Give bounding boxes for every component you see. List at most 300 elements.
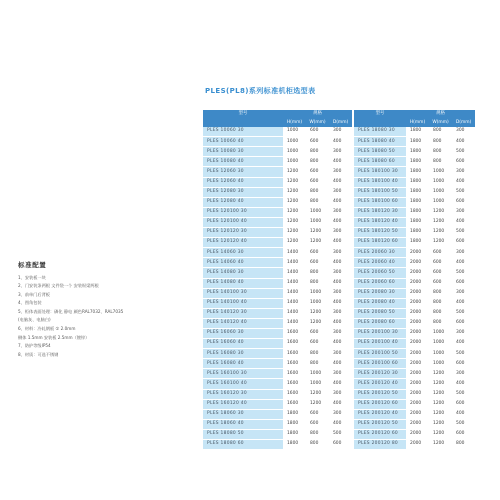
height-cell: 1800 xyxy=(283,440,306,450)
header-model: 型号 xyxy=(203,110,283,119)
model-cell: PLES 180100 50 xyxy=(354,187,406,197)
height-cell: 1400 xyxy=(283,308,306,318)
height-cell: 1000 xyxy=(283,127,306,137)
width-cell: 1200 xyxy=(306,389,329,399)
model-cell: PLES 18080 50 xyxy=(354,147,406,157)
note-item: 3、前单门后背板 xyxy=(18,291,50,297)
table-row xyxy=(203,268,475,278)
model-cell: PLES 16080 30 xyxy=(203,349,283,359)
height-cell: 1600 xyxy=(283,379,306,389)
height-cell: 1200 xyxy=(283,228,306,238)
depth-cell: 300 xyxy=(452,328,475,338)
model-cell: PLES 10080 40 xyxy=(203,157,283,167)
height-cell: 1800 xyxy=(406,217,429,227)
depth-cell: 400 xyxy=(329,197,352,207)
note-item: 8、材质：可选不锈钢 xyxy=(18,351,59,357)
note-item: 侧体 1.5mm 安装板 2.5mm（镀锌） xyxy=(18,334,90,340)
height-cell: 1400 xyxy=(283,258,306,268)
model-cell: PLES 18080 40 xyxy=(354,137,406,147)
model-cell: PLES 14080 40 xyxy=(203,278,283,288)
header-size: 规格 xyxy=(406,110,475,119)
width-cell: 600 xyxy=(306,137,329,147)
width-cell: 1200 xyxy=(306,399,329,409)
table-row xyxy=(203,389,475,399)
width-cell: 1000 xyxy=(429,328,452,338)
model-cell: PLES 14080 30 xyxy=(203,268,283,278)
height-cell: 1800 xyxy=(406,177,429,187)
height-cell: 1800 xyxy=(283,419,306,429)
height-cell: 2000 xyxy=(406,379,429,389)
model-cell: PLES 16060 30 xyxy=(203,328,283,338)
width-cell: 1000 xyxy=(306,369,329,379)
depth-cell: 400 xyxy=(329,258,352,268)
model-cell: PLES 16060 40 xyxy=(203,339,283,349)
height-cell: 2000 xyxy=(406,318,429,328)
model-cell: PLES 200120 40 xyxy=(354,379,406,389)
model-cell: PLES 200100 30 xyxy=(354,328,406,338)
width-cell: 800 xyxy=(429,298,452,308)
height-cell: 2000 xyxy=(406,328,429,338)
height-cell: 1400 xyxy=(283,288,306,298)
width-cell: 800 xyxy=(306,187,329,197)
width-cell: 1000 xyxy=(429,197,452,207)
height-cell: 1600 xyxy=(283,349,306,359)
depth-cell: 300 xyxy=(329,147,352,157)
height-cell: 1200 xyxy=(283,187,306,197)
model-cell: PLES 20060 50 xyxy=(354,268,406,278)
width-cell: 800 xyxy=(429,318,452,328)
model-cell: PLES 120100 40 xyxy=(203,217,283,227)
height-cell: 1800 xyxy=(406,157,429,167)
model-cell: PLES 18080 50 xyxy=(203,429,283,439)
width-cell: 600 xyxy=(306,258,329,268)
model-cell: PLES 120120 30 xyxy=(203,228,283,238)
depth-cell: 500 xyxy=(452,349,475,359)
width-cell: 1000 xyxy=(429,187,452,197)
model-cell: PLES 12060 30 xyxy=(203,167,283,177)
depth-cell: 400 xyxy=(329,318,352,328)
model-cell: PLES 180100 60 xyxy=(354,197,406,207)
depth-cell: 300 xyxy=(329,328,352,338)
height-cell: 1800 xyxy=(406,228,429,238)
model-cell: PLES 160120 30 xyxy=(203,389,283,399)
model-cell: PLES 18060 40 xyxy=(203,419,283,429)
width-cell: 1200 xyxy=(306,318,329,328)
depth-cell: 300 xyxy=(329,268,352,278)
height-cell: 1200 xyxy=(283,197,306,207)
width-cell: 600 xyxy=(429,278,452,288)
table-row xyxy=(203,228,475,238)
table-row xyxy=(203,167,475,177)
model-cell: PLES 18080 60 xyxy=(203,440,283,450)
width-cell: 600 xyxy=(306,339,329,349)
table-row xyxy=(203,409,475,419)
depth-cell: 300 xyxy=(329,167,352,177)
height-cell: 2000 xyxy=(406,268,429,278)
width-cell: 1200 xyxy=(429,238,452,248)
model-cell: PLES 120100 30 xyxy=(203,207,283,217)
note-item: 5、柜体表面处理：磷化 静电 颜色RAL7032、RAL7035 xyxy=(18,308,124,314)
width-cell: 1200 xyxy=(429,389,452,399)
table-row xyxy=(203,137,475,147)
table-row xyxy=(203,318,475,328)
depth-cell: 400 xyxy=(329,339,352,349)
standard-config-notes xyxy=(18,262,198,361)
model-cell: PLES 18060 30 xyxy=(203,409,283,419)
note-item: (电脑灰、电脑白) xyxy=(18,317,51,323)
height-cell: 1800 xyxy=(406,137,429,147)
table-row xyxy=(203,429,475,439)
depth-cell: 400 xyxy=(452,409,475,419)
model-cell: PLES 140120 40 xyxy=(203,318,283,328)
table-row xyxy=(203,288,475,298)
width-cell: 1000 xyxy=(429,339,452,349)
model-cell: PLES 180100 40 xyxy=(354,177,406,187)
width-cell: 800 xyxy=(429,147,452,157)
width-cell: 800 xyxy=(306,147,329,157)
depth-cell: 300 xyxy=(452,248,475,258)
model-cell: PLES 20080 30 xyxy=(354,288,406,298)
depth-cell: 400 xyxy=(452,217,475,227)
model-cell: PLES 12080 30 xyxy=(203,187,283,197)
model-cell: PLES 180120 30 xyxy=(354,207,406,217)
width-cell: 600 xyxy=(306,419,329,429)
depth-cell: 300 xyxy=(452,369,475,379)
depth-cell: 300 xyxy=(329,349,352,359)
header-size: 规格 xyxy=(283,110,352,119)
model-cell: PLES 20080 50 xyxy=(354,308,406,318)
model-cell: PLES 12060 40 xyxy=(203,177,283,187)
table-row xyxy=(203,197,475,207)
depth-cell: 400 xyxy=(452,177,475,187)
width-cell: 1000 xyxy=(429,167,452,177)
page-title: PLES(PL8)系列标准机柜选型表 xyxy=(205,87,316,95)
width-cell: 800 xyxy=(306,197,329,207)
width-cell: 600 xyxy=(429,268,452,278)
height-cell: 1800 xyxy=(406,197,429,207)
depth-cell: 500 xyxy=(452,147,475,157)
table-row xyxy=(203,440,475,450)
width-cell: 800 xyxy=(429,157,452,167)
depth-cell: 600 xyxy=(452,318,475,328)
depth-cell: 500 xyxy=(452,308,475,318)
header-d: D(mm) xyxy=(452,119,475,127)
table-header-row xyxy=(203,110,475,119)
depth-cell: 500 xyxy=(452,419,475,429)
depth-cell: 500 xyxy=(452,187,475,197)
height-cell: 1600 xyxy=(283,399,306,409)
table-row xyxy=(203,258,475,268)
model-cell: PLES 180120 50 xyxy=(354,228,406,238)
table-row xyxy=(203,379,475,389)
model-cell: PLES 140100 40 xyxy=(203,298,283,308)
header-h: H(mm) xyxy=(283,119,306,127)
height-cell: 1600 xyxy=(283,328,306,338)
height-cell: 2000 xyxy=(406,429,429,439)
model-cell: PLES 16080 40 xyxy=(203,359,283,369)
table-row xyxy=(203,177,475,187)
model-cell: PLES 200100 60 xyxy=(354,359,406,369)
height-cell: 1800 xyxy=(406,167,429,177)
height-cell: 1800 xyxy=(406,207,429,217)
height-cell: 2000 xyxy=(406,288,429,298)
height-cell: 2000 xyxy=(406,409,429,419)
depth-cell: 300 xyxy=(329,369,352,379)
width-cell: 800 xyxy=(306,429,329,439)
width-cell: 1200 xyxy=(429,440,452,450)
width-cell: 800 xyxy=(306,359,329,369)
depth-cell: 400 xyxy=(329,419,352,429)
model-cell: PLES 200120 50 xyxy=(354,419,406,429)
height-cell: 2000 xyxy=(406,419,429,429)
model-cell: PLES 160100 30 xyxy=(203,369,283,379)
depth-cell: 600 xyxy=(452,238,475,248)
width-cell: 1000 xyxy=(306,217,329,227)
height-cell: 1600 xyxy=(283,359,306,369)
width-cell: 1000 xyxy=(306,288,329,298)
depth-cell: 400 xyxy=(329,238,352,248)
width-cell: 1000 xyxy=(306,298,329,308)
model-cell: PLES 200120 60 xyxy=(354,399,406,409)
depth-cell: 400 xyxy=(329,157,352,167)
model-cell: PLES 200100 50 xyxy=(354,349,406,359)
table-row xyxy=(203,369,475,379)
depth-cell: 300 xyxy=(329,228,352,238)
width-cell: 600 xyxy=(429,258,452,268)
width-cell: 1200 xyxy=(429,217,452,227)
width-cell: 600 xyxy=(306,328,329,338)
model-cell: PLES 18080 30 xyxy=(354,127,406,137)
height-cell: 1800 xyxy=(406,187,429,197)
table-row xyxy=(203,187,475,197)
header-d: D(mm) xyxy=(329,119,352,127)
width-cell: 1000 xyxy=(306,379,329,389)
table-row xyxy=(203,349,475,359)
width-cell: 800 xyxy=(429,308,452,318)
depth-cell: 400 xyxy=(329,298,352,308)
depth-cell: 300 xyxy=(329,207,352,217)
depth-cell: 400 xyxy=(452,137,475,147)
width-cell: 1000 xyxy=(429,359,452,369)
width-cell: 800 xyxy=(429,137,452,147)
width-cell: 1200 xyxy=(429,369,452,379)
model-cell: PLES 140120 30 xyxy=(203,308,283,318)
width-cell: 800 xyxy=(306,157,329,167)
header-model: 型号 xyxy=(354,110,406,119)
table-row xyxy=(203,278,475,288)
height-cell: 1800 xyxy=(406,238,429,248)
model-cell: PLES 200120 40 xyxy=(354,409,406,419)
model-cell: PLES 20060 60 xyxy=(354,278,406,288)
depth-cell: 300 xyxy=(329,308,352,318)
depth-cell: 400 xyxy=(329,177,352,187)
depth-cell: 300 xyxy=(329,127,352,137)
depth-cell: 300 xyxy=(329,389,352,399)
table-body xyxy=(203,127,475,450)
cabinet-spec-table xyxy=(203,110,475,450)
height-cell: 1000 xyxy=(283,137,306,147)
depth-cell: 400 xyxy=(329,399,352,409)
table-row xyxy=(203,328,475,338)
height-cell: 2000 xyxy=(406,298,429,308)
table-row xyxy=(203,419,475,429)
header-w: W(mm) xyxy=(429,119,452,127)
width-cell: 1000 xyxy=(429,177,452,187)
height-cell: 2000 xyxy=(406,248,429,258)
depth-cell: 400 xyxy=(452,339,475,349)
model-cell: PLES 20080 40 xyxy=(354,298,406,308)
depth-cell: 600 xyxy=(452,359,475,369)
height-cell: 2000 xyxy=(406,359,429,369)
width-cell: 1200 xyxy=(429,207,452,217)
model-cell: PLES 14060 30 xyxy=(203,248,283,258)
height-cell: 1400 xyxy=(283,298,306,308)
width-cell: 1200 xyxy=(429,228,452,238)
height-cell: 1400 xyxy=(283,318,306,328)
note-item: 1、安装板一块 xyxy=(18,274,46,280)
model-cell: PLES 120120 40 xyxy=(203,238,283,248)
height-cell: 2000 xyxy=(406,308,429,318)
width-cell: 1200 xyxy=(429,379,452,389)
width-cell: 800 xyxy=(306,278,329,288)
notes-heading: 标准配置 xyxy=(18,261,47,269)
table-row xyxy=(203,308,475,318)
height-cell: 1800 xyxy=(283,409,306,419)
height-cell: 2000 xyxy=(406,349,429,359)
note-item: 2、门安装条两根 文件袋一个 安装纵梁两根 xyxy=(18,283,99,289)
table-row xyxy=(203,339,475,349)
height-cell: 2000 xyxy=(406,369,429,379)
model-cell: PLES 140100 30 xyxy=(203,288,283,298)
table-row xyxy=(203,359,475,369)
width-cell: 1200 xyxy=(306,228,329,238)
note-item: 6、材料：冷轧钢板 ① 2.0mm xyxy=(18,326,76,332)
model-cell: PLES 14060 40 xyxy=(203,258,283,268)
model-cell: PLES 18080 60 xyxy=(354,157,406,167)
height-cell: 2000 xyxy=(406,278,429,288)
table-row xyxy=(203,217,475,227)
depth-cell: 300 xyxy=(452,207,475,217)
depth-cell: 600 xyxy=(452,429,475,439)
depth-cell: 300 xyxy=(452,167,475,177)
width-cell: 600 xyxy=(306,167,329,177)
height-cell: 2000 xyxy=(406,399,429,409)
depth-cell: 400 xyxy=(329,359,352,369)
width-cell: 800 xyxy=(429,127,452,137)
model-cell: PLES 10060 40 xyxy=(203,137,283,147)
depth-cell: 600 xyxy=(452,197,475,207)
depth-cell: 600 xyxy=(452,278,475,288)
depth-cell: 600 xyxy=(329,440,352,450)
width-cell: 1200 xyxy=(429,399,452,409)
height-cell: 1200 xyxy=(283,217,306,227)
model-cell: PLES 160100 40 xyxy=(203,379,283,389)
depth-cell: 300 xyxy=(329,248,352,258)
depth-cell: 500 xyxy=(329,429,352,439)
height-cell: 1000 xyxy=(283,147,306,157)
header-h: H(mm) xyxy=(406,119,429,127)
width-cell: 600 xyxy=(306,177,329,187)
width-cell: 600 xyxy=(429,248,452,258)
depth-cell: 400 xyxy=(329,278,352,288)
depth-cell: 600 xyxy=(452,157,475,167)
height-cell: 1200 xyxy=(283,167,306,177)
height-cell: 1800 xyxy=(406,147,429,157)
model-cell: PLES 160120 40 xyxy=(203,399,283,409)
depth-cell: 500 xyxy=(452,389,475,399)
height-cell: 2000 xyxy=(406,339,429,349)
width-cell: 1200 xyxy=(429,429,452,439)
width-cell: 1200 xyxy=(429,409,452,419)
model-cell: PLES 20060 40 xyxy=(354,258,406,268)
model-cell: PLES 20080 60 xyxy=(354,318,406,328)
width-cell: 1200 xyxy=(306,308,329,318)
depth-cell: 500 xyxy=(452,268,475,278)
model-cell: PLES 200120 60 xyxy=(354,429,406,439)
table-row xyxy=(203,399,475,409)
height-cell: 1400 xyxy=(283,248,306,258)
table-row xyxy=(203,248,475,258)
note-item: 7、防护等级IP54 xyxy=(18,343,51,349)
width-cell: 1000 xyxy=(306,207,329,217)
height-cell: 1800 xyxy=(406,127,429,137)
height-cell: 2000 xyxy=(406,440,429,450)
height-cell: 1200 xyxy=(283,238,306,248)
depth-cell: 500 xyxy=(452,228,475,238)
table-row xyxy=(203,207,475,217)
table-row xyxy=(203,157,475,167)
notes-list xyxy=(18,276,198,362)
width-cell: 1000 xyxy=(429,349,452,359)
depth-cell: 400 xyxy=(329,217,352,227)
model-cell: PLES 10060 30 xyxy=(203,127,283,137)
height-cell: 1600 xyxy=(283,339,306,349)
model-cell: PLES 10080 30 xyxy=(203,147,283,157)
width-cell: 600 xyxy=(306,248,329,258)
width-cell: 1200 xyxy=(429,419,452,429)
width-cell: 800 xyxy=(306,268,329,278)
height-cell: 1400 xyxy=(283,268,306,278)
depth-cell: 800 xyxy=(452,440,475,450)
width-cell: 800 xyxy=(306,349,329,359)
height-cell: 1800 xyxy=(283,429,306,439)
width-cell: 800 xyxy=(429,288,452,298)
table-row xyxy=(203,238,475,248)
width-cell: 600 xyxy=(306,127,329,137)
table-row xyxy=(203,147,475,157)
depth-cell: 400 xyxy=(329,379,352,389)
model-cell: PLES 200120 50 xyxy=(354,389,406,399)
height-cell: 1600 xyxy=(283,369,306,379)
model-cell: PLES 200120 80 xyxy=(354,440,406,450)
depth-cell: 400 xyxy=(452,258,475,268)
height-cell: 1200 xyxy=(283,177,306,187)
depth-cell: 300 xyxy=(452,288,475,298)
table-row xyxy=(203,298,475,308)
model-cell: PLES 200100 40 xyxy=(354,339,406,349)
depth-cell: 400 xyxy=(452,379,475,389)
width-cell: 800 xyxy=(306,440,329,450)
height-cell: 1400 xyxy=(283,278,306,288)
model-cell: PLES 180120 60 xyxy=(354,238,406,248)
depth-cell: 300 xyxy=(329,409,352,419)
height-cell: 2000 xyxy=(406,258,429,268)
model-cell: PLES 180120 40 xyxy=(354,217,406,227)
model-cell: PLES 180100 30 xyxy=(354,167,406,177)
model-cell: PLES 12080 40 xyxy=(203,197,283,207)
depth-cell: 300 xyxy=(452,127,475,137)
depth-cell: 400 xyxy=(452,298,475,308)
